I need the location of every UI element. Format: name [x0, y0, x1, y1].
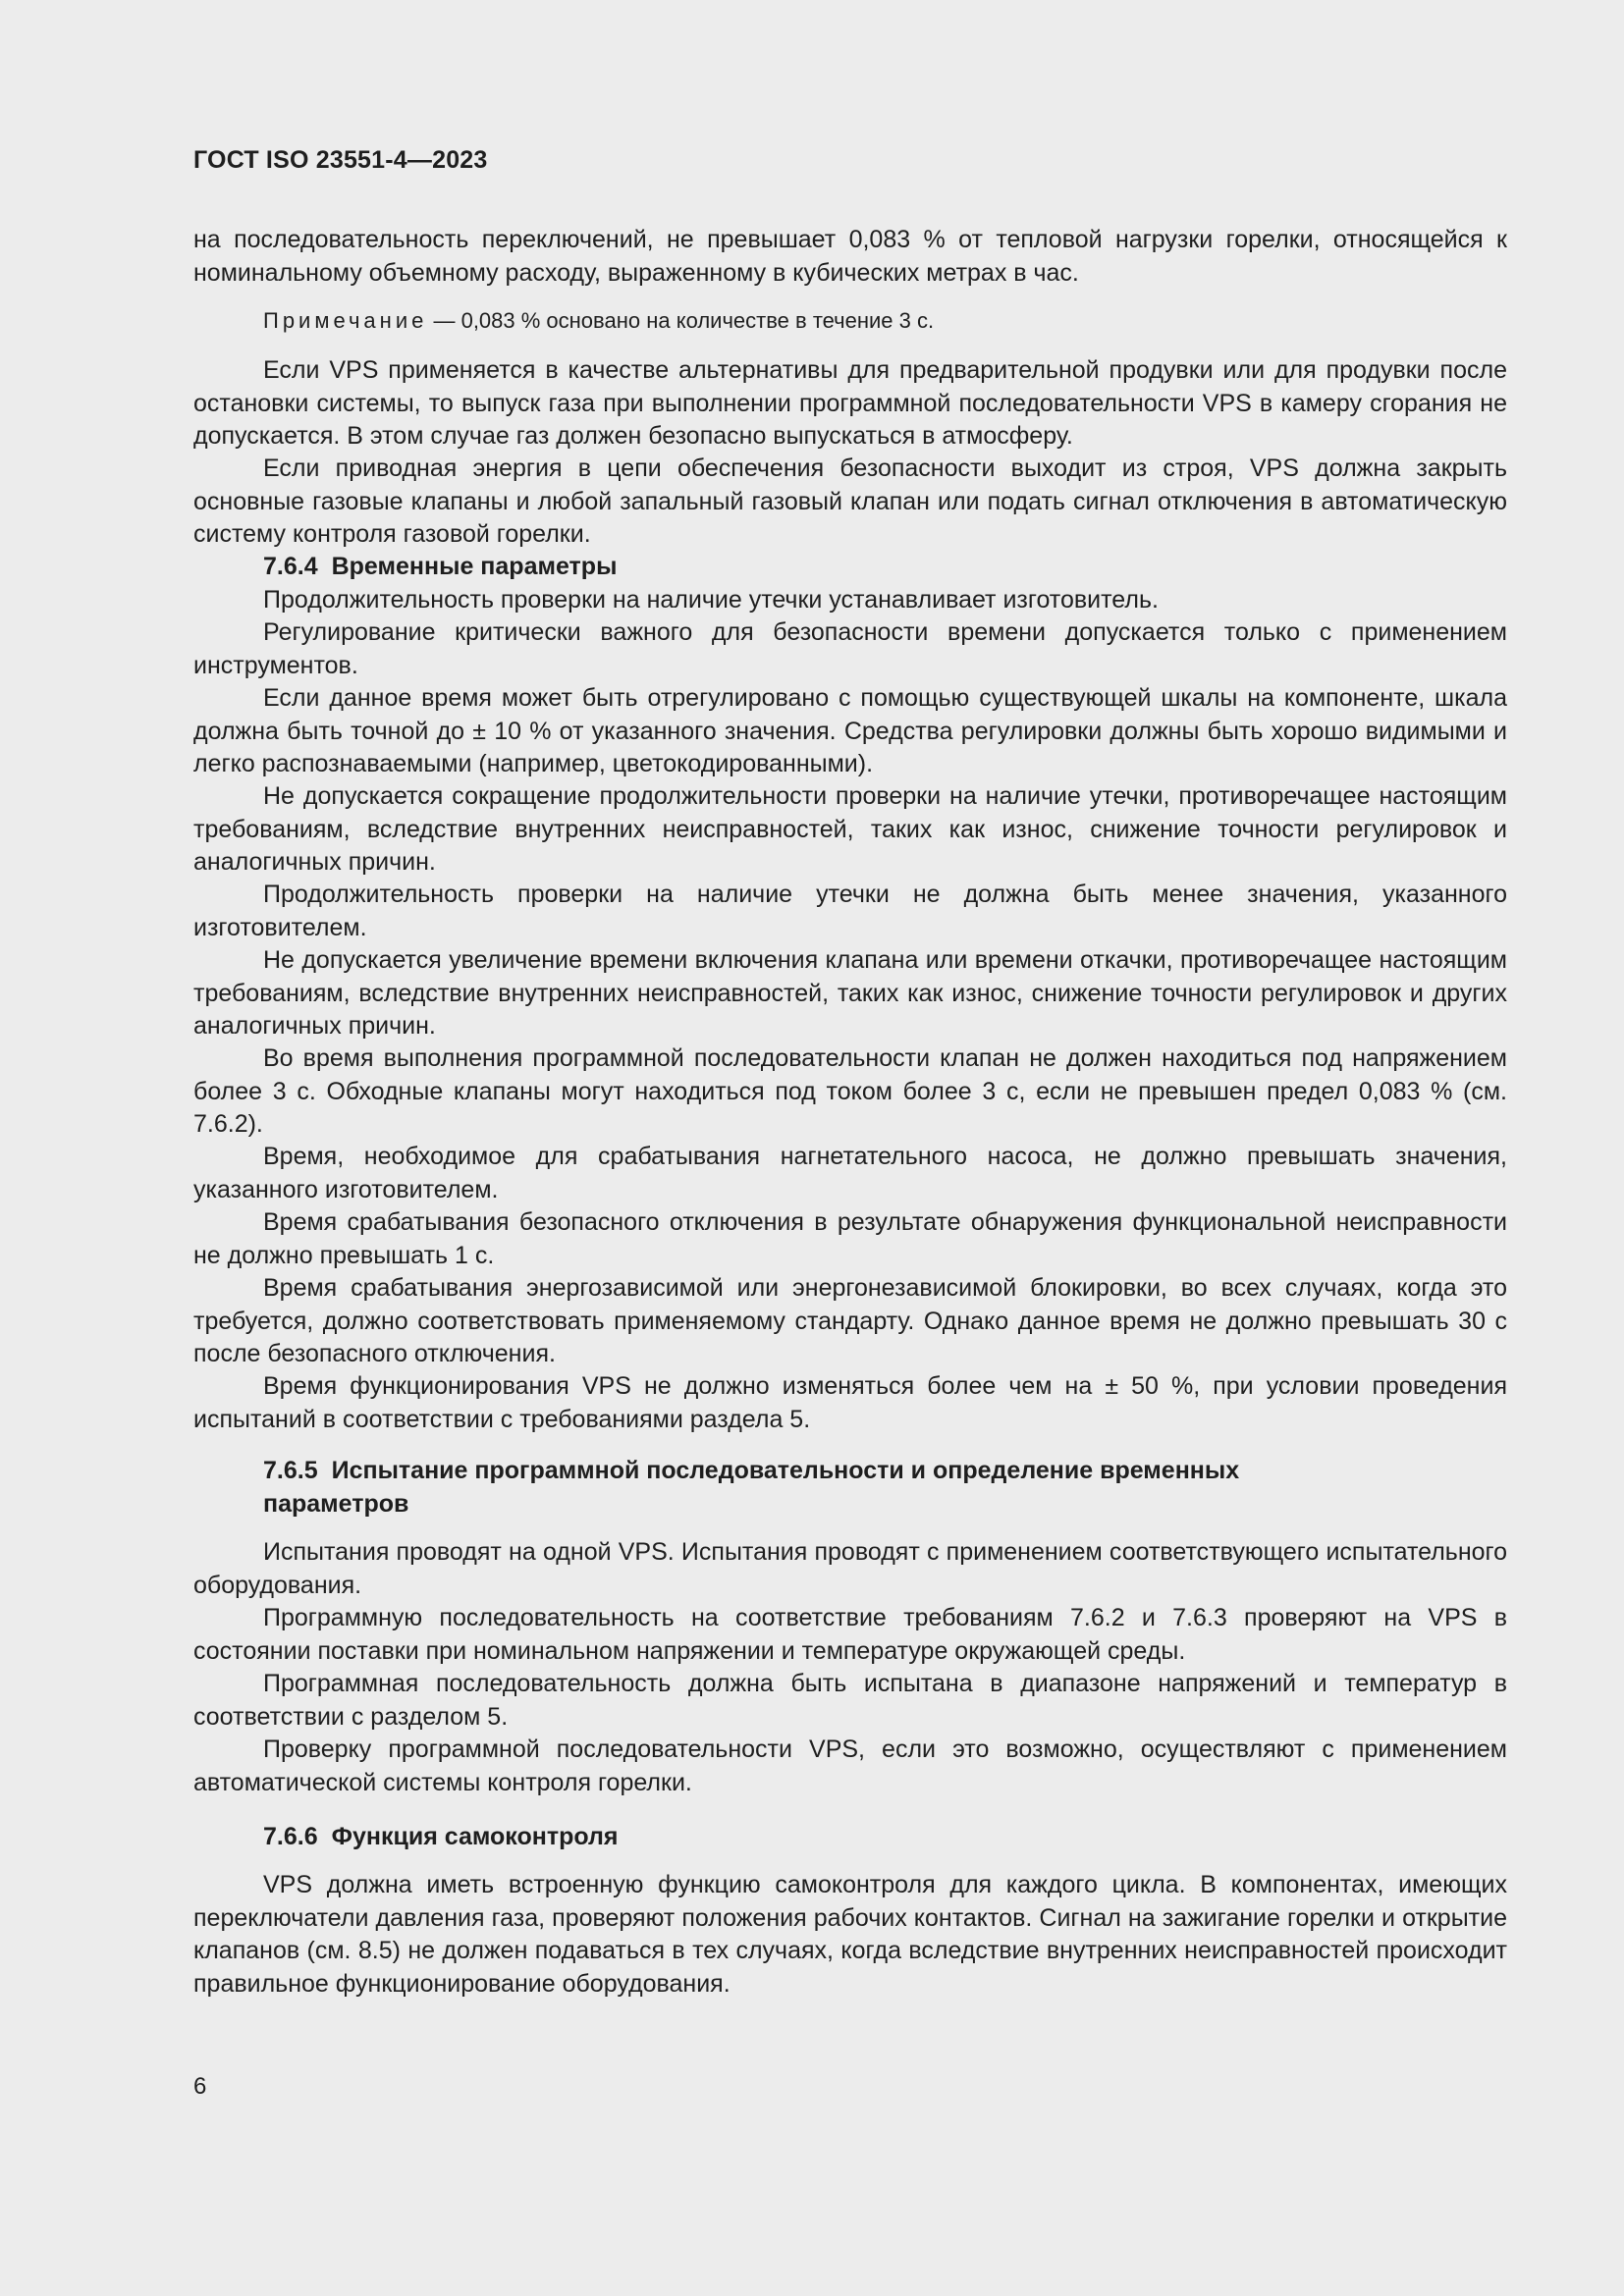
paragraph: Регулирование критически важного для безопасности времени допускается только с применением инструментов. [193, 618, 1507, 679]
paragraph: Во время выполнения программной последовательности клапан не должен находиться под напряжением более 3 с. Обходные клапаны могут находиться под током более 3 с, если не превышен предел 0,083 % (см. 7.6.2). [193, 1044, 1507, 1138]
paragraph: Время срабатывания безопасного отключения в результате обнаружения функциональной неисправности не должно превышать 1 с. [193, 1208, 1507, 1269]
paragraph: Время срабатывания энергозависимой или энергонезависимой блокировки, во всех случаях, когда это требуется, должно соответствовать применяемому стандарту. Однако данное время не должно превышать 30 с после безопасного отключения. [193, 1274, 1507, 1367]
note [263, 306, 934, 336]
section-title: Временные параметры [331, 553, 618, 580]
paragraph: Программная последовательность должна быть испытана в диапазоне напряжений и температур в соответствии с разделом 5. [193, 1670, 1507, 1731]
note-label: Примечание [263, 308, 428, 333]
section-title: Функция самоконтроля [331, 1823, 619, 1850]
section-heading-7-6-4 [263, 551, 1441, 584]
paragraph-continuation: на последовательность переключений, не превышает 0,083 % от тепловой нагрузки горелки, относящейся к номинальному объемному расходу, выраженному в кубических метрах в час. [193, 226, 1507, 287]
paragraph: Если приводная энергия в цепи обеспечения безопасности выходит из строя, VPS должна закрыть основные газовые клапаны и любой запальный газовый клапан или подать сигнал отключения в автоматическую систему контроля газовой горелки. [193, 454, 1507, 548]
paragraph: Продолжительность проверки на наличие утечки устанавливает изготовитель. [263, 586, 1159, 614]
document-header: ГОСТ ISO 23551-4—2023 [193, 146, 488, 174]
section-title: Испытание программной последовательности и определение временных [331, 1457, 1240, 1484]
section-number: 7.6.4 [263, 553, 318, 580]
paragraph: VPS должна иметь встроенную функцию самоконтроля для каждого цикла. В компонентах, имеющих переключатели давления газа, проверяют положения рабочих контактов. Сигнал на зажигание горелки и открытие клапанов (см. 8.5) не должен подаваться в тех случаях, когда вследствие внутренних неисправностей происходит правильное функционирование оборудования. [193, 1871, 1507, 1998]
page-number: 6 [193, 2073, 207, 2100]
paragraph: Время, необходимое для срабатывания нагнетательного насоса, не должно превышать значения, указанного изготовителем. [193, 1143, 1507, 1203]
section-number: 7.6.6 [263, 1823, 318, 1850]
paragraph: Продолжительность проверки на наличие утечки не должна быть менее значения, указанного изготовителем. [193, 881, 1507, 941]
paragraph: Не допускается увеличение времени включения клапана или времени откачки, противоречащее настоящим требованиям, вследствие внутренних неисправностей, таких как износ, снижение точности регулировок и других аналогичных причин. [193, 946, 1507, 1040]
paragraph: Если данное время может быть отрегулировано с помощью существующей шкалы на компоненте, шкала должна быть точной до ± 10 % от указанного значения. Средства регулировки должны быть хорошо видимыми и легко распознаваемыми (например, цветокодированными). [193, 684, 1507, 777]
paragraph: Проверку программной последовательности VPS, если это возможно, осуществляют с применением автоматической системы контроля горелки. [193, 1735, 1507, 1796]
note-text: — 0,083 % основано на количестве в течение 3 с. [433, 308, 935, 333]
paragraph: Время функционирования VPS не должно изменяться более чем на ± 50 %, при условии проведения испытаний в соответствии с требованиями раздела 5. [193, 1372, 1507, 1433]
section-heading-7-6-6 [263, 1821, 1441, 1854]
paragraph: Программную последовательность на соответствие требованиям 7.6.2 и 7.6.3 проверяют на VPS в состоянии поставки при номинальном напряжении и температуре окружающей среды. [193, 1604, 1507, 1665]
section-number: 7.6.5 [263, 1457, 318, 1484]
paragraph: Испытания проводят на одной VPS. Испытания проводят с применением соответствующего испытательного оборудования. [193, 1538, 1507, 1599]
paragraph: Если VPS применяется в качестве альтернативы для предварительной продувки или для продувки после остановки системы, то выпуск газа при выполнении программной последовательности VPS в камеру сгорания не допускается. В этом случае газ должен безопасно выпускаться в атмосферу. [193, 356, 1507, 450]
section-heading-7-6-5 [263, 1455, 1441, 1488]
section-title-continuation: параметров [263, 1490, 409, 1518]
paragraph: Не допускается сокращение продолжительности проверки на наличие утечки, противоречащее настоящим требованиям, вследствие внутренних неисправностей, таких как износ, снижение точности регулировок и аналогичных причин. [193, 782, 1507, 876]
